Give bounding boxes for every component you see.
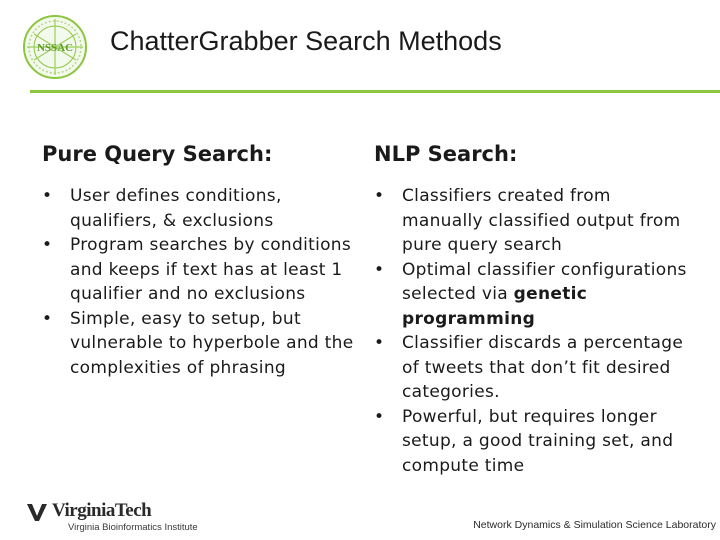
nssac-logo-icon — [22, 14, 88, 80]
university-name: VirginiaTech — [52, 500, 152, 521]
vt-mark-icon — [26, 502, 48, 522]
bullet-item: • Powerful, but requires longer setup, a good training set, and compute time — [374, 405, 694, 479]
right-heading: NLP Search: — [374, 142, 518, 166]
left-bullet-list — [42, 184, 362, 380]
bullet-emphasis: genetic programming — [402, 284, 588, 329]
lab-name: Network Dynamics & Simulation Science Laboratory — [473, 519, 716, 531]
page-title: ChatterGrabber Search Methods — [110, 26, 502, 56]
bullet-item: • Simple, easy to setup, but vulnerable to hyperbole and the complexities of phrasing — [42, 307, 362, 381]
institute-name: Virginia Bioinformatics Institute — [68, 522, 198, 533]
svg-text:NSSAC: NSSAC — [36, 42, 74, 54]
right-bullet-list — [374, 184, 694, 478]
bullet-item — [374, 258, 694, 332]
left-heading: Pure Query Search: — [42, 142, 273, 166]
virginia-tech-logo — [26, 500, 226, 536]
bullet-text: Optimal classifier configurations selected via — [402, 259, 687, 304]
title-divider — [30, 90, 720, 93]
bullet-item: • Program searches by conditions and keeps if text has at least 1 qualifier and no exclusions — [42, 233, 362, 307]
bullet-item: • Classifiers created from manually classified output from pure query search — [374, 184, 694, 258]
bullet-item: • User defines conditions, qualifiers, & exclusions — [42, 184, 362, 233]
bullet-item: • Classifier discards a percentage of tweets that don’t fit desired categories. — [374, 331, 694, 405]
left-column — [42, 142, 362, 380]
right-column — [374, 142, 694, 478]
